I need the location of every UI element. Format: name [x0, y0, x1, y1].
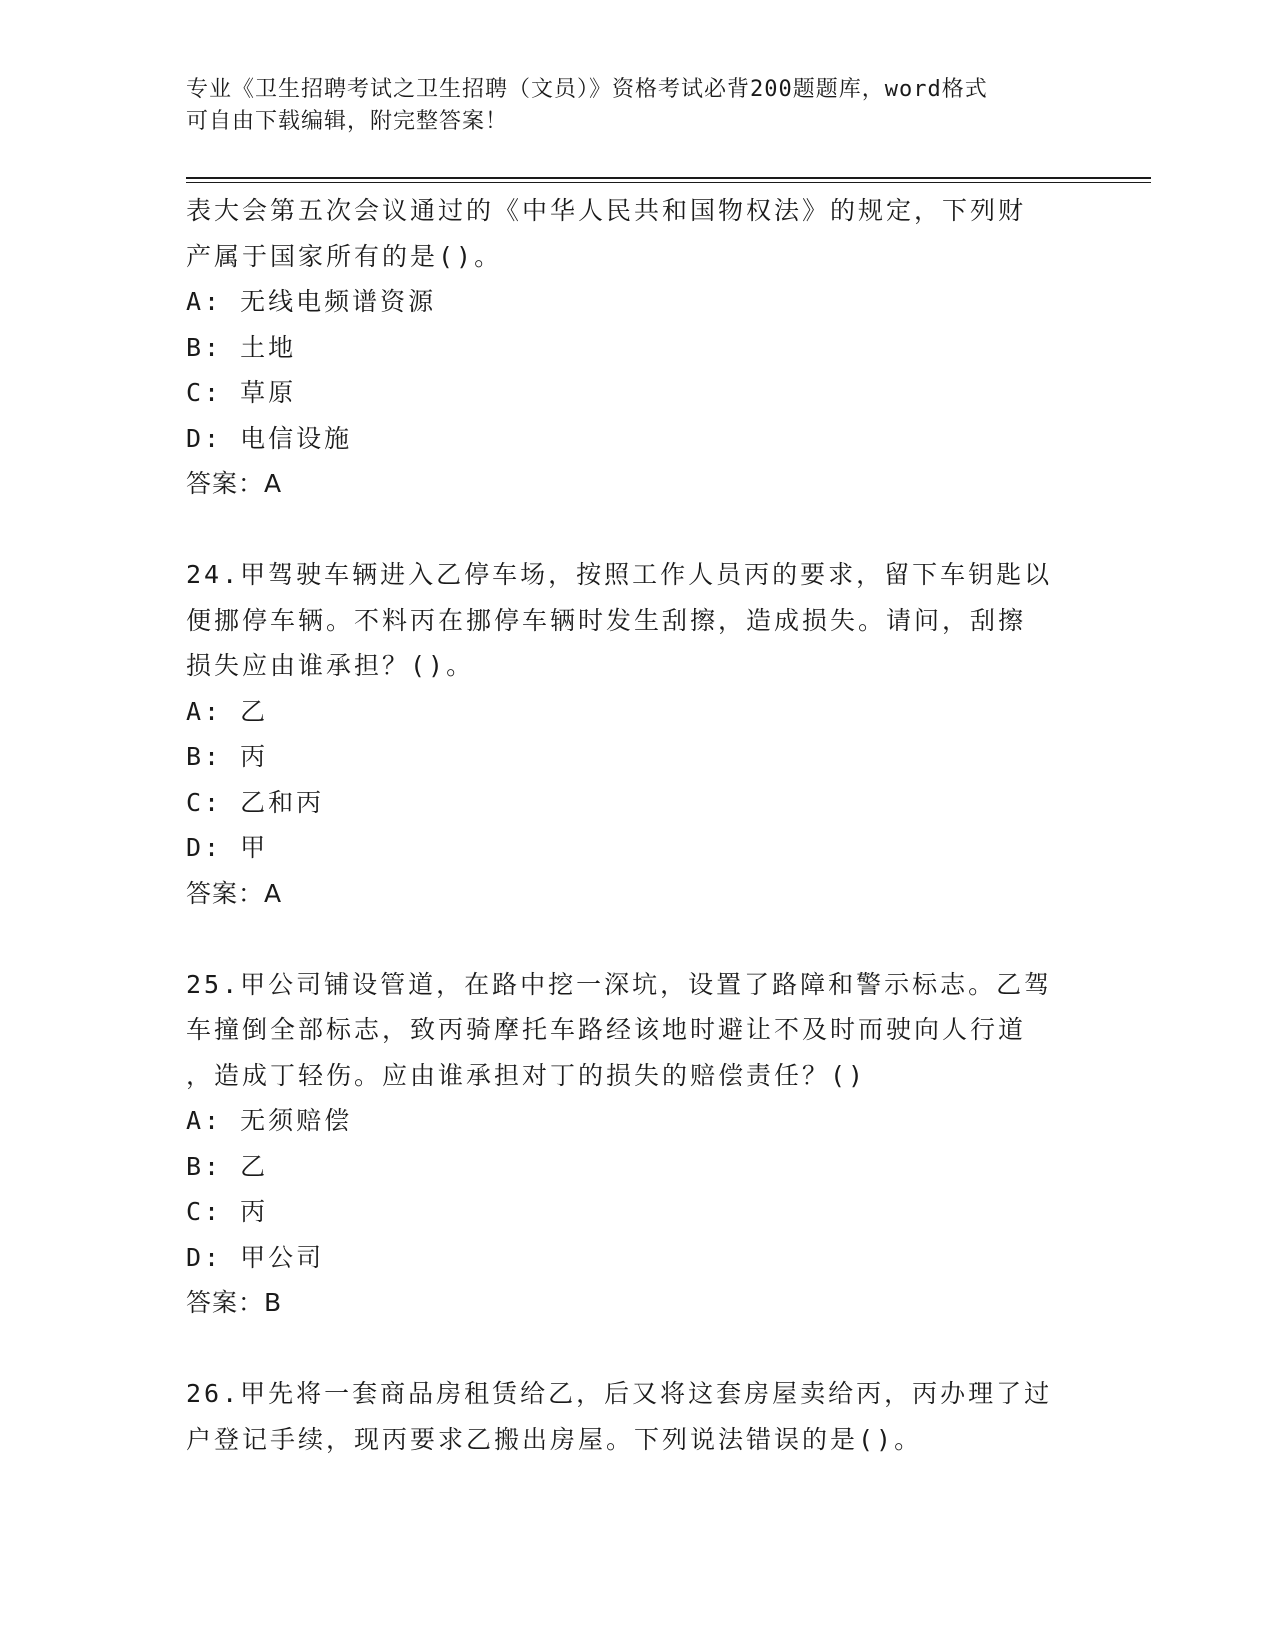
- question-text-line: ，造成丁轻伤。应由谁承担对丁的损失的赔偿责任？(): [186, 1060, 867, 1090]
- question-spacer: [186, 507, 1086, 553]
- option-d: D: 甲公司: [186, 1242, 325, 1272]
- question-text-line: 车撞倒全部标志，致丙骑摩托车路经该地时避让不及时而驶向人行道: [186, 1015, 1027, 1044]
- option-d: D: 电信设施: [186, 423, 353, 453]
- question-25: [186, 962, 1086, 1326]
- header-divider-thick: [186, 177, 1151, 179]
- question-26: [186, 1371, 1086, 1462]
- question-text-line: 便挪停车辆。不料丙在挪停车辆时发生刮擦，造成损失。请问，刮擦: [186, 605, 1027, 635]
- question-spacer: [186, 1326, 1086, 1372]
- answer-line: 答案：A: [186, 469, 283, 498]
- question-23: [186, 188, 1086, 507]
- header-line-1: 专业《卫生招聘考试之卫生招聘（文员）》资格考试必背200题题库，word格式: [186, 77, 988, 102]
- header-divider-thin: [186, 182, 1151, 183]
- option-c: C: 丙: [186, 1197, 269, 1226]
- question-spacer: [186, 916, 1086, 962]
- option-c: C: 乙和丙: [186, 787, 325, 817]
- header-line-2: 可自由下载编辑，附完整答案！: [186, 109, 509, 134]
- question-text-line: 户登记手续，现丙要求乙搬出房屋。下列说法错误的是()。: [186, 1424, 923, 1454]
- question-24: [186, 552, 1086, 916]
- question-text-line: 损失应由谁承担？()。: [186, 651, 475, 680]
- option-b: B: 乙: [186, 1151, 269, 1181]
- question-text-line: 表大会第五次会议通过的《中华人民共和国物权法》的规定，下列财: [186, 196, 1027, 225]
- page-header: [186, 74, 1086, 138]
- option-b: B: 丙: [186, 742, 269, 771]
- question-text-line: 产属于国家所有的是()。: [186, 241, 503, 271]
- option-a: A: 乙: [186, 696, 269, 726]
- option-b: B: 土地: [186, 332, 297, 362]
- option-a: A: 无线电频谱资源: [186, 287, 437, 316]
- option-d: D: 甲: [186, 833, 269, 862]
- question-text-line: 24.甲驾驶车辆进入乙停车场，按照工作人员丙的要求，留下车钥匙以: [186, 560, 1053, 589]
- answer-line: 答案：B: [186, 1288, 283, 1317]
- option-c: C: 草原: [186, 378, 297, 407]
- answer-line: 答案：A: [186, 878, 283, 908]
- question-text-line: 26.甲先将一套商品房租赁给乙，后又将这套房屋卖给丙，丙办理了过: [186, 1379, 1053, 1408]
- option-a: A: 无须赔偿: [186, 1106, 353, 1135]
- question-list: [186, 188, 1086, 1462]
- question-text-line: 25.甲公司铺设管道，在路中挖一深坑，设置了路障和警示标志。乙驾: [186, 969, 1053, 999]
